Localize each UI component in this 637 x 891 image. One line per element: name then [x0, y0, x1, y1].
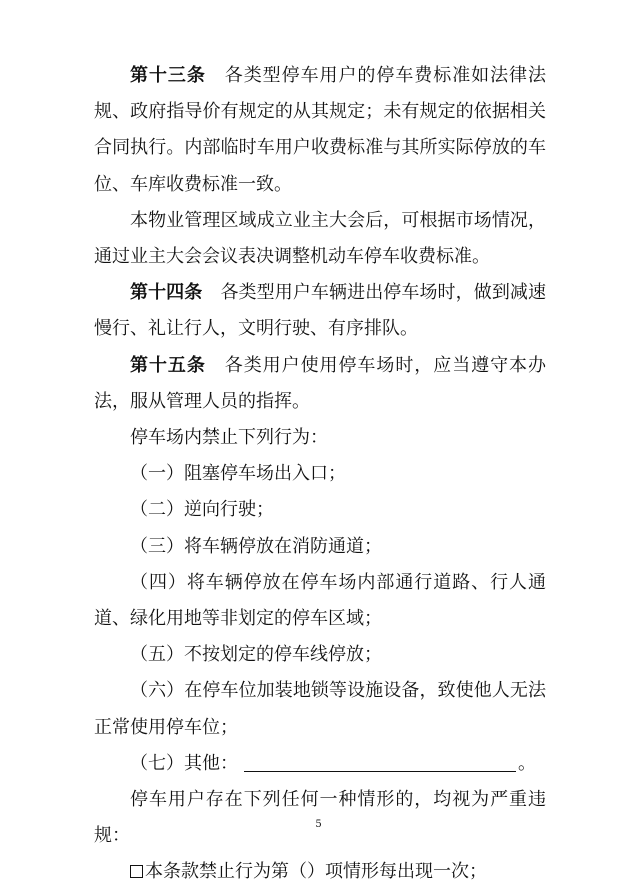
item-7-label: （七）其他：: [130, 752, 238, 774]
document-body: [94, 58, 546, 891]
prohibited-item-6: （六）在停车位加装地锁等设施设备，致使他人无法正常使用停车位；: [94, 680, 546, 738]
article-14-text: 各类型用户车辆进出停车场时，做到减速慢行、礼让行人，文明行驶、有序排队。: [94, 282, 547, 340]
article-14: [94, 275, 546, 347]
item-7-end: 。: [518, 752, 536, 774]
prohibited-item-1: （一）阻塞停车场出入口；: [130, 463, 346, 485]
prohibited-item-7: [94, 746, 546, 782]
violation-intro: 停车用户存在下列任何一种情形的，均视为严重违规：: [94, 789, 546, 847]
article-13: [94, 58, 546, 203]
violation-option: [94, 854, 546, 890]
prohibited-item-5: （五）不按划定的停车线停放；: [130, 644, 382, 666]
article-13-heading: 第十三条: [130, 65, 206, 86]
article-15-heading: 第十五条: [130, 354, 206, 376]
article-15-text: 各类用户使用停车场时，应当遵守本办法，服从管理人员的指挥。: [94, 354, 547, 412]
violation-option-text: 本条款禁止行为第（）项情形每出现一次；: [145, 861, 487, 883]
article-14-heading: 第十四条: [130, 282, 203, 304]
article-13-paragraph-2: 本物业管理区域成立业主大会后，可根据市场情况，通过业主大会会议表决调整机动车停车收费标准。: [94, 209, 546, 268]
article-15: [94, 348, 546, 420]
checkbox-icon[interactable]: [130, 865, 143, 878]
prohibited-item-2: （二）逆向行驶；: [130, 499, 274, 521]
page-number: 5: [315, 819, 322, 830]
fill-in-blank-line[interactable]: [244, 770, 516, 772]
prohibited-item-3: （三）将车辆停放在消防通道；: [130, 535, 382, 557]
prohibited-intro: 停车场内禁止下列行为：: [130, 427, 328, 449]
article-13-text: 各类型停车用户的停车费标准如法律法规、政府指导价有规定的从其规定；未有规定的依据相关合同执行。内部临时车用户收费标准与其所实际停放的车位、车库收费标准一致。: [94, 65, 547, 195]
prohibited-item-4: （四）将车辆停放在停车场内部通行道路、行人通道、绿化用地等非划定的停车区域；: [94, 571, 546, 630]
